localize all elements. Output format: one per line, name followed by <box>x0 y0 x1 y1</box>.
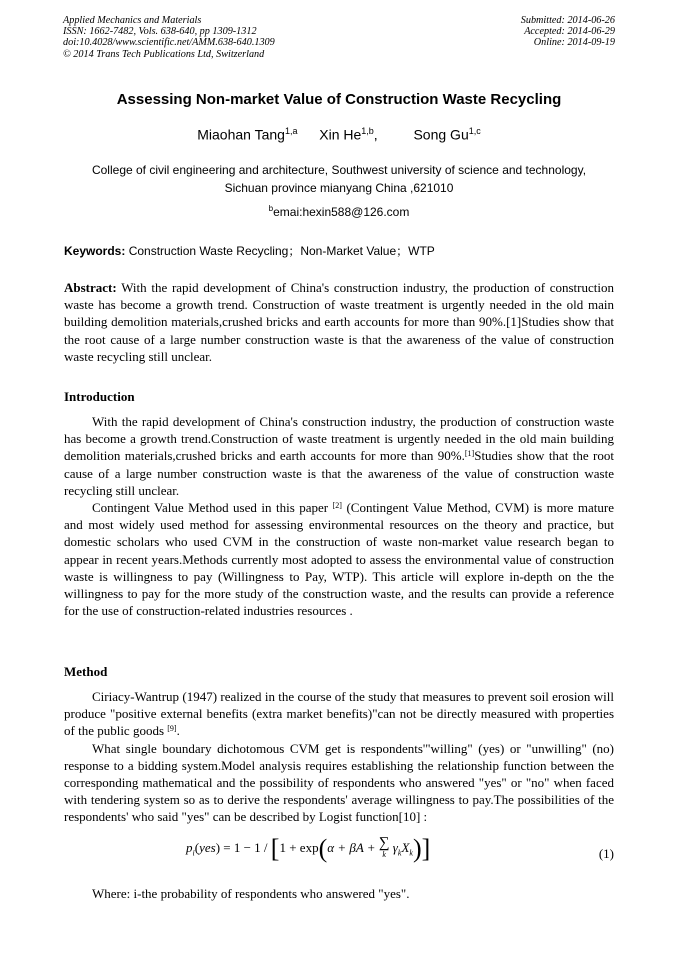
author-separator: , <box>373 126 378 143</box>
equation-number: (1) <box>598 846 614 861</box>
submitted-date: Submitted: 2014-06-26 <box>520 15 615 26</box>
citation-ref: [2] <box>332 501 342 511</box>
issn-line: ISSN: 1662-7482, Vols. 638-640, pp 1309-1312 <box>63 26 257 38</box>
abstract-label: Abstract: <box>64 280 117 295</box>
method-paragraph <box>64 688 614 740</box>
paper-title: Assessing Non-market Value of Construction Waste Recycling <box>116 91 562 108</box>
keywords <box>64 242 435 259</box>
citation-ref: [1] <box>464 449 475 459</box>
intro-p2-text-cont: (Contingent Value Method, CVM) is more mature and most widely used method for assessing environmental resources on the theory and practice, but domestic scholars who used CVM in the construction of waste non-market value research began to appear in recent years.Methods currently most adopted to assess the environmental value of construction waste is willingness to pay (Willingness to Pay, WTP). This article will explore in-depth on the the willingness to pay for the more study of the construction waste, and the results can provide a reference for the use of construction-related industries resources . <box>64 500 614 619</box>
intro-p1-text-cont: Studies show that the root cause of a large number construction waste is that the awareness of the value of construction waste recycling still unclear. <box>64 448 614 498</box>
section-heading-method: Method <box>64 664 108 679</box>
abstract-text: With the rapid development of China's construction industry, the production of construction waste has become a growth trend. Construction of waste treatment is urgently needed in the old main building demolition materials,crushed bricks and earth accounts for more than 90%.[1]Studies show that the root cause of a large number construction waste is that the awareness of the value of construction waste recycling still unclear. <box>64 280 614 364</box>
intro-paragraph <box>64 413 614 499</box>
dates-header <box>521 15 615 49</box>
method-p1-end: . <box>176 723 180 739</box>
author-affil-sup: 1,c <box>468 126 481 136</box>
citation-ref: [9] <box>167 724 177 734</box>
author-affil-sup: 1,b <box>361 126 374 136</box>
method-paragraph: What single boundary dichotomous CVM get is respondents'"willing" (yes) or "unwilling" (no) response to a bidding system.Model analysis requires establishing the relationship function between the corresponding mathematical and the possibility of respondents who answered "yes" or "no" when faced with tendering system so as to derive the respondents' average willingness to pay.The possibilities of the respondents' who said "yes" can be described by Logist function[10] : <box>64 740 614 825</box>
copyright-line: © 2014 Trans Tech Publications Ltd, Switzerland <box>63 48 265 60</box>
journal-header <box>63 15 275 60</box>
introduction-body <box>64 413 614 619</box>
abstract <box>64 279 614 365</box>
affiliation-line: College of civil engineering and architecture, Southwest university of science and technology, <box>91 163 587 177</box>
author-name: Xin He <box>319 126 362 143</box>
author-name: Miaohan Tang <box>197 126 285 143</box>
method-body <box>64 688 614 826</box>
email-sup: b <box>268 204 274 213</box>
author-name: Song Gu <box>413 126 469 143</box>
intro-p2-text: Contingent Value Method used in this paper <box>92 500 333 516</box>
email-text: emai:hexin588@126.com <box>273 205 410 219</box>
accepted-date: Accepted: 2014-06-29 <box>524 26 615 38</box>
logit-equation: $p_i(yes) = 1 - 1 / [1 + \exp(\alpha + \beta A$ + ∑ k $\gamma_kX_k$)] <box>186 834 431 863</box>
intro-p1-text: With the rapid development of China's construction industry, the production of construction waste has become a growth trend.Construction of waste treatment is urgently needed in the old main building demolition materials,crushed bricks and earth accounts for more than 90%. <box>64 414 614 464</box>
author-list <box>0 126 678 143</box>
affiliation-line: Sichuan province mianyang China ,621010 <box>224 181 454 195</box>
doi-line: doi:10.4028/www.scientific.net/AMM.638-640.1309 <box>63 37 275 49</box>
where-paragraph: Where: i-the probability of respondents who answered "yes". <box>92 886 410 901</box>
journal-name: Applied Mechanics and Materials <box>63 15 202 26</box>
section-heading-introduction: Introduction <box>64 389 135 404</box>
method-p1-text: Ciriacy-Wantrup (1947) realized in the course of the study that measures to prevent soil erosion will produce "positive external benefits (extra market benefits)"can not be directly measured with properties of the public goods <box>64 689 614 739</box>
author-email <box>0 204 678 219</box>
intro-paragraph <box>64 499 614 619</box>
online-date: Online: 2014-09-19 <box>533 37 615 49</box>
affiliation <box>60 161 618 197</box>
author-affil-sup: 1,a <box>284 126 298 136</box>
keywords-text: Construction Waste Recycling；Non-Market Value；WTP <box>128 244 435 258</box>
keywords-label: Keywords: <box>64 244 126 258</box>
method-where <box>64 885 614 902</box>
